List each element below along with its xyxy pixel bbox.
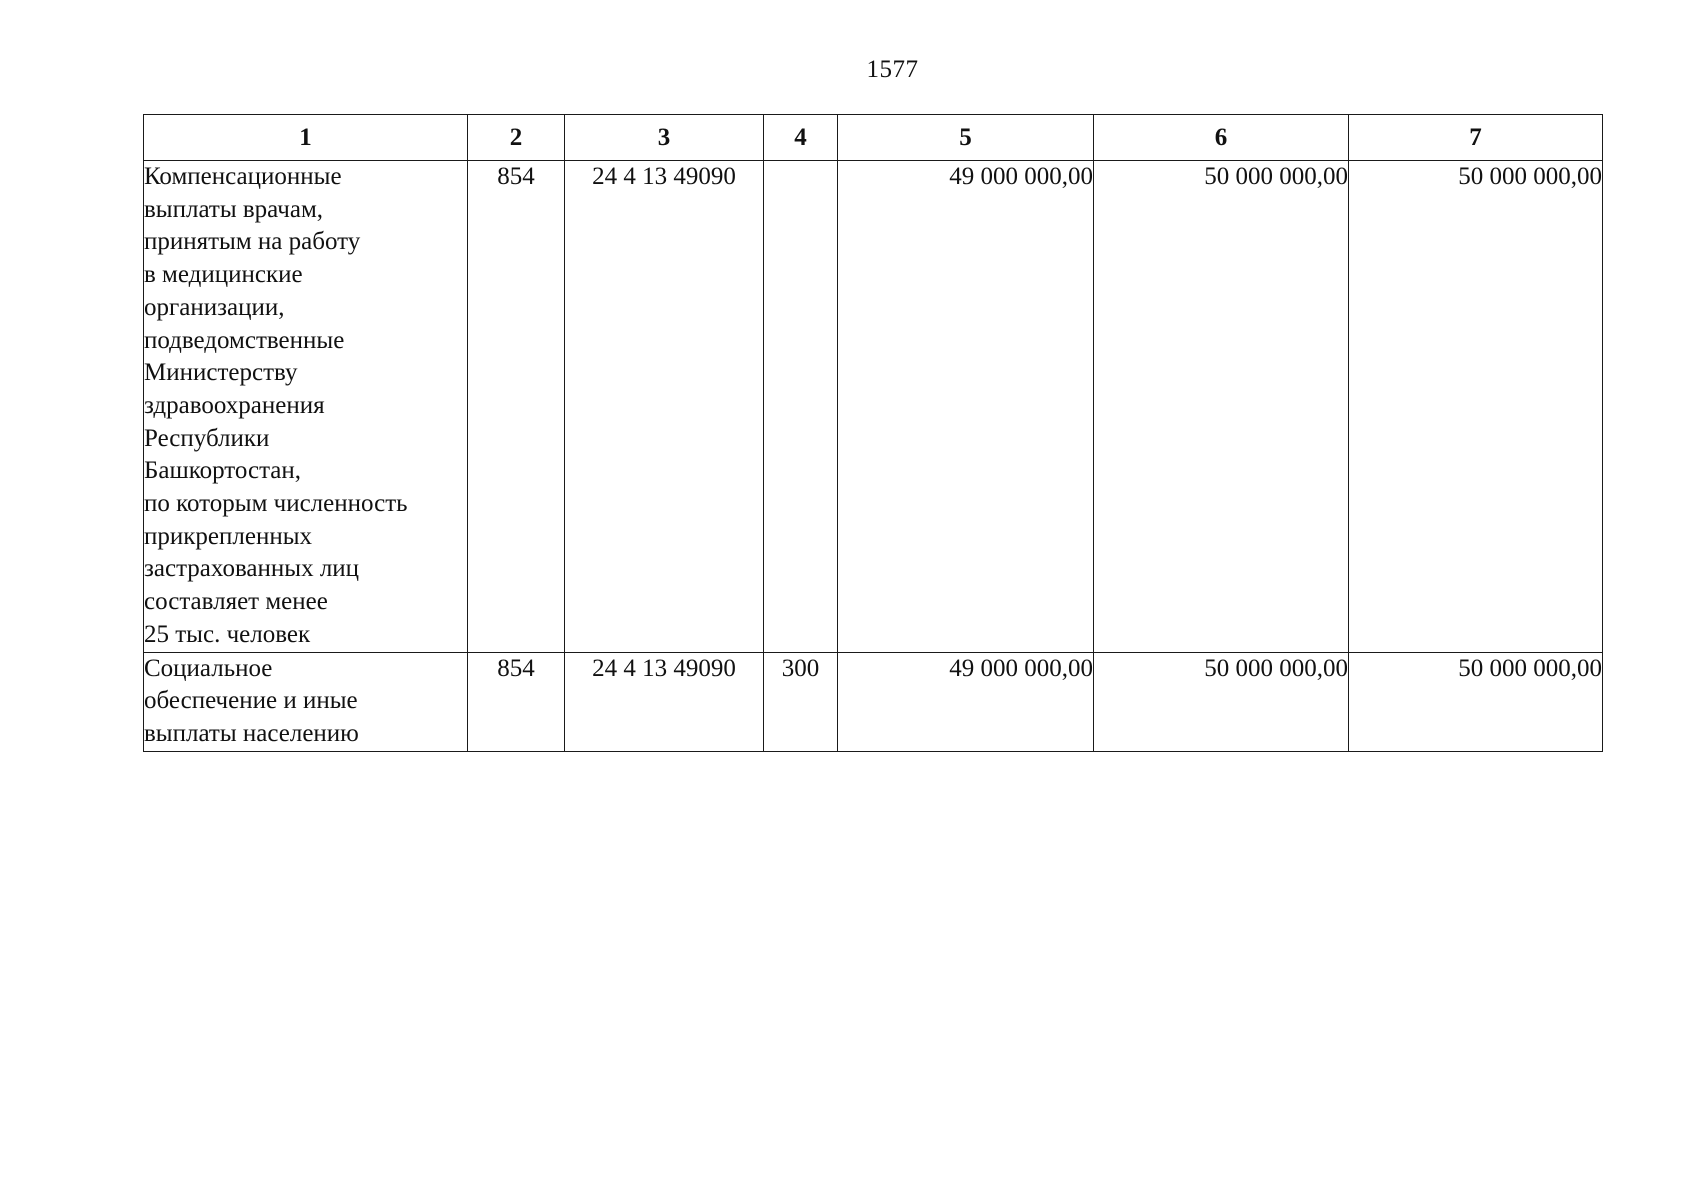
column-header-3: 3 [565,115,764,161]
table-row [144,652,1603,751]
row-col-6-amount: 50 000 000,00 [1094,161,1349,653]
column-header-5: 5 [838,115,1094,161]
row-description: Компенсационные выплаты врачам, принятым на работу в медицинские организации, подведомственные Министерству здравоохранения Республики Башкортостан, по которым численность прикрепленных застрахованных лиц составляет менее 25 тыс. человек [144,161,468,653]
row-col-3-value: 24 4 13 49090 [565,161,764,653]
row-col-4-value: 300 [764,652,838,751]
row-col-4-value [764,161,838,653]
table-row [144,161,1603,653]
column-header-7: 7 [1349,115,1603,161]
column-header-1: 1 [144,115,468,161]
row-col-3-value: 24 4 13 49090 [565,652,764,751]
row-col-6-amount: 50 000 000,00 [1094,652,1349,751]
row-col-5-amount: 49 000 000,00 [838,652,1094,751]
row-col-2-value: 854 [468,652,565,751]
row-description: Социальное обеспечение и иные выплаты населению [144,652,468,751]
row-col-5-amount: 49 000 000,00 [838,161,1094,653]
column-header-4: 4 [764,115,838,161]
column-header-6: 6 [1094,115,1349,161]
page-number: 1577 [866,56,919,83]
row-col-7-amount: 50 000 000,00 [1349,161,1603,653]
row-col-2-value: 854 [468,161,565,653]
row-col-7-amount: 50 000 000,00 [1349,652,1603,751]
budget-table [143,114,1603,752]
column-header-2: 2 [468,115,565,161]
table-header-row [144,115,1603,161]
